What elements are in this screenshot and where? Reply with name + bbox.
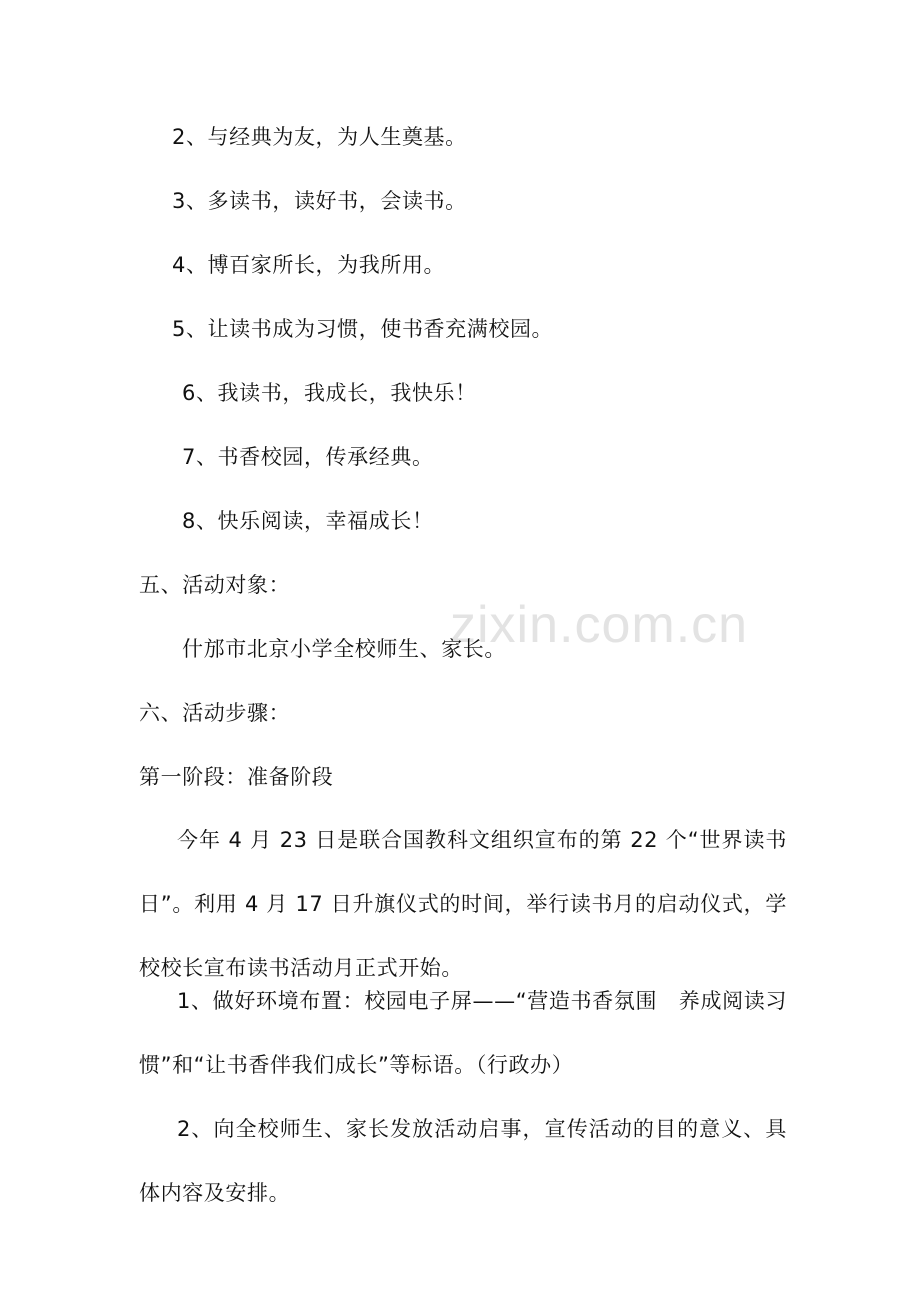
- section-body: 什邡市北京小学全校师生、家长。: [182, 637, 506, 661]
- body-paragraph: 2、向全校师生、家长发放活动启事，宣传活动的目的意义、具体内容及安排。: [139, 1117, 787, 1205]
- body-paragraph: 今年 4 月 23 日是联合国教科文组织宣布的第 22 个“世界读书日”。利用 4 月 17 日升旗仪式的时间，举行读书月的启动仪式，学校校长宣布读书活动月正式开始。: [139, 828, 787, 980]
- slogan-item: 7、书香校园，传承经典。: [182, 445, 434, 469]
- section-heading: 六、活动步骤：: [139, 701, 291, 725]
- slogan-item: 6、我读书，我成长，我快乐！: [182, 381, 477, 405]
- slogan-item: 4、博百家所长，为我所用。: [172, 253, 446, 277]
- section-heading: 五、活动对象：: [139, 573, 291, 597]
- slogan-item: 3、多读书，读好书，会读书。: [172, 189, 467, 213]
- slogan-item: 5、让读书成为习惯，使书香充满校园。: [172, 317, 554, 341]
- stage-heading: 第一阶段：准备阶段: [139, 765, 334, 789]
- slogan-item: 2、与经典为友，为人生奠基。: [172, 125, 467, 149]
- body-paragraph: 1、做好环境布置：校园电子屏——“营造书香氛围 养成阅读习惯”和“让书香伴我们成长”等标语。（行政办）: [139, 989, 787, 1077]
- watermark: zixin.com.cn: [450, 596, 749, 654]
- slogan-item: 8、快乐阅读，幸福成长！: [182, 509, 434, 533]
